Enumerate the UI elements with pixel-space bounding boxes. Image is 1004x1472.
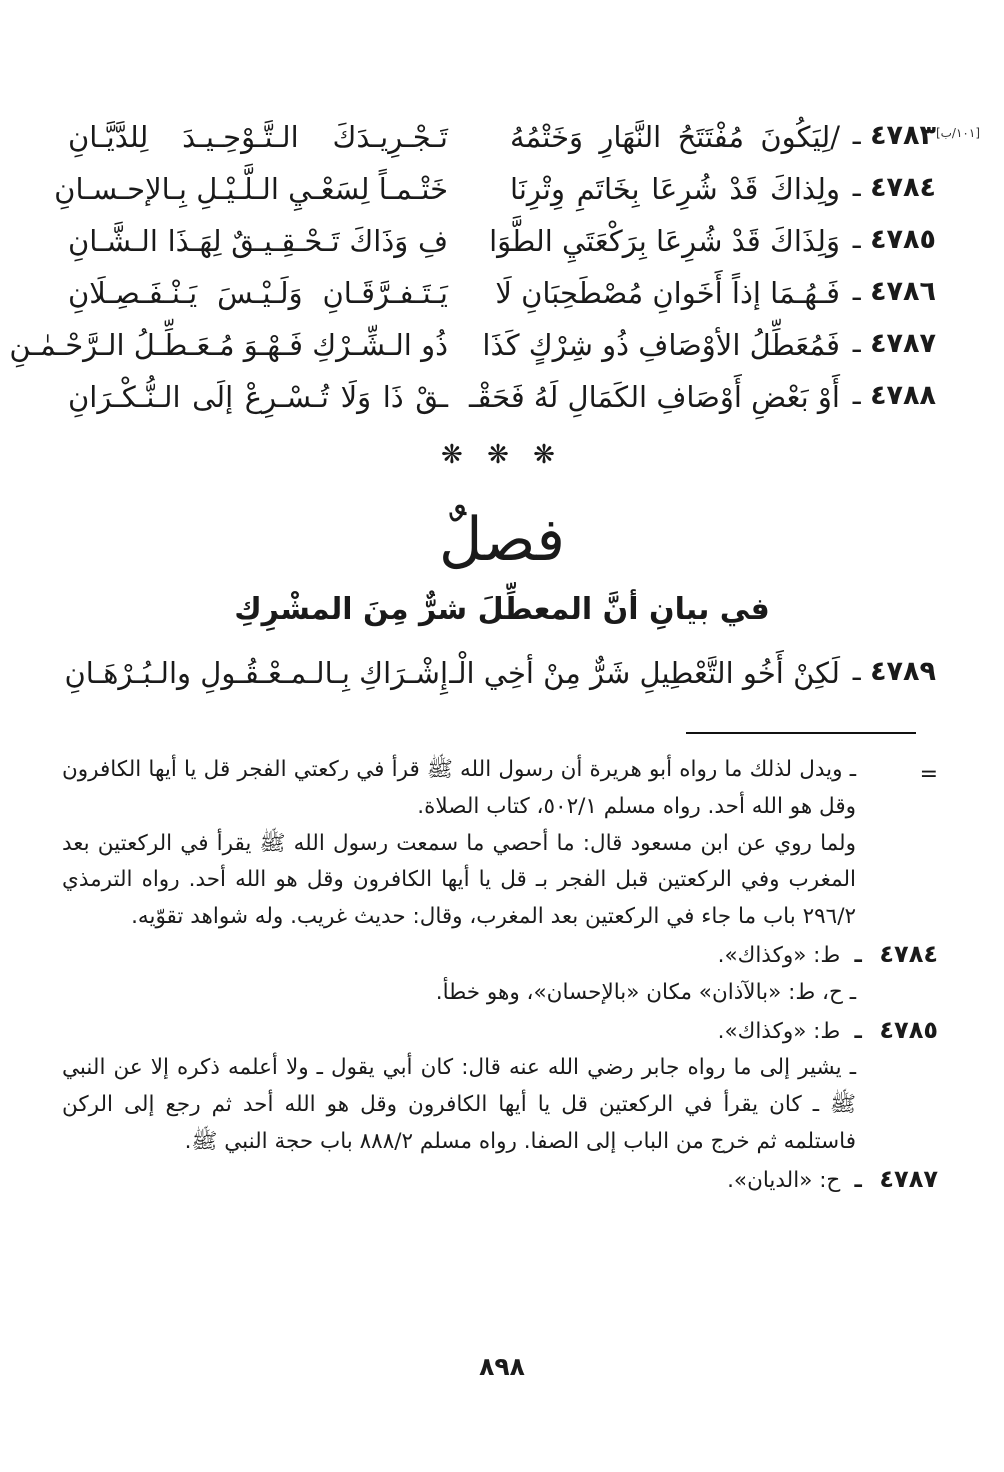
continuation-marker: = (919, 762, 938, 787)
footnote-text: ط: «وكذاك». (717, 942, 841, 968)
verse-first-hemistich: /لِيَكُونَ مُفْتَتَحُ النَّهَارِ وَخَتْمُهُ (510, 120, 840, 154)
verse-row (9, 326, 936, 378)
verse-second-hemistich: ذُو الـشِّـرْكِ فَـهْـوَ مُـعَـطِّـلُ الـرَّحْـمٰـنِ (9, 328, 448, 362)
verse-first-hemistich: فَمُعَطِّلُ الأوْصَافِ ذُو شِرْكٍ كَذَا (482, 328, 840, 362)
verse-row (60, 654, 936, 706)
footnote-entry (62, 1161, 938, 1200)
verse-second-hemistich: خَتْـمـاً لِسَعْـيِ الـلَّـيْـلِ بِـالإحـسـانِ (54, 172, 448, 206)
verse-second-hemistich: إِشْـرَاكِ بِـالـمـعْـقُـولِ والـبُـرْهَـانِ (64, 656, 448, 690)
footnote-text: ط: «وكذاك». (717, 1018, 841, 1044)
footnote-dash: ـ (854, 942, 862, 968)
section-subheading: في بيانِ أنَّ المعطِّلَ شرٌّ مِنَ المشْرِكِ (234, 592, 770, 627)
verse-second-hemistich: يَـتَـفـرَّقَـانِ وَلَـيْـسَ يَـنْـفَـصِـلَانِ (68, 276, 448, 310)
footnote-verse-number: ٤٧٨٥ (879, 1015, 938, 1044)
footnote-entry (62, 936, 938, 975)
verse-first-hemistich: وَلِذَاكَ قَدْ شُرِعَا بِرَكْعَتَيِ الطَّوَا (489, 224, 840, 258)
verse-number: ٤٧٨٧ ـ (852, 328, 936, 359)
page-number: ٨٩٨ (479, 1352, 525, 1381)
verse-first-hemistich: أَوْ بَعْضِ أَوْصَافِ الكَمَالِ لَهُ فَحَقْـ (468, 380, 840, 414)
footnote-dash: ـ (854, 1167, 862, 1193)
verse-row (54, 170, 936, 222)
verse-second-hemistich: ـقْ ذَا وَلَا تُـسْـرِعْ إلَى الـنُّـكْـرَانِ (68, 380, 448, 414)
verse-second-hemistich: تَـجْـرِيـدَكَ الـتَّـوْحِـيـدَ لِلدَّيَّـانِ (68, 120, 448, 154)
poem-verses (9, 118, 980, 430)
verse-first-hemistich: لَكِنْ أَخُو التَّعْطِيلِ شَرٌّ مِنْ أخِي الْـ (449, 656, 840, 690)
verse-row (60, 378, 936, 430)
manuscript-margin-ref: [١٠١/ب] (935, 126, 980, 140)
verse-number: ٤٧٨٨ ـ (852, 380, 936, 411)
verse-number: ٤٧٨٣ ـ (852, 120, 936, 151)
footnote-dash: ـ (854, 1018, 862, 1044)
footnote-entry (62, 1012, 938, 1051)
footnote-verse-number: ٤٧٨٧ (879, 1164, 938, 1193)
verse-number: ٤٧٨٥ ـ (852, 224, 936, 255)
footnote-paragraph: ـ ويدل لذلك ما رواه أبو هريرة أن رسول الله ﷺ قرأ في ركعتي الفجر قل يا أيها الكافرون وقل هو الله أحد. رواه مسلم ٥٠٢/١، كتاب الصلاة. (62, 757, 856, 819)
section-heading: فصلٌ (438, 505, 566, 575)
verse-row (60, 118, 980, 170)
verse-number: ٤٧٨٦ ـ (852, 276, 936, 307)
footnotes (62, 752, 938, 1200)
verse-row (60, 222, 936, 274)
verse-number: ٤٧٨٤ ـ (852, 172, 936, 203)
footnote-paragraph: ولما روي عن ابن مسعود قال: ما أحصي ما سمعت رسول الله ﷺ يقرأ في الركعتين بعد المغرب وفي الركعتين قبل الفجر بـ قل يا أيها الكافرون وقل هو الله أحد. رواه الترمذي ٢٩٦/٢ باب ما جاء في الركعتين بعد المغرب، وقال: حديث غريب. وله شواهد تقوّيه. (62, 830, 856, 930)
verse-row (60, 274, 936, 326)
footnote-verse-number: ٤٧٨٤ (879, 939, 938, 968)
verse-first-hemistich: فَـهُـمَا إذاً أَخَوانِ مُصْطَحِبَانِ لَا (495, 276, 840, 310)
verse-first-hemistich: ولِذاكَ قَدْ شُرِعَا بِخَاتَمِ وِتْرِنَا (510, 172, 840, 206)
verse-second-hemistich: فِ وَذَاكَ تَـحْـقِـيـقٌ لِهَـذَا الـشَّـانِ (68, 224, 448, 258)
footnote-divider (686, 732, 916, 734)
asterism-separator: ❋ ❋ ❋ (441, 440, 563, 470)
verse-number: ٤٧٨٩ ـ (852, 656, 936, 687)
footnote-text: ح: «الديان». (727, 1167, 841, 1193)
footnote-paragraph: ـ ح، ط: «بالآذان» مكان «بالإحسان»، وهو خطأ. (435, 979, 856, 1005)
footnote-paragraph: ـ يشير إلى ما رواه جابر رضي الله عنه قال: كان أبي يقول ـ ولا أعلمه ذكره إلا عن النبي ﷺ ـ كان يقرأ في الركعتين قل يا أيها الكافرون وقل هو الله أحد ثم رجع إلى الركن فاستلمه ثم خرج من الباب إلى الصفا. رواه مسلم ٨٨٨/٢ باب حجة النبي ﷺ. (62, 1055, 856, 1154)
